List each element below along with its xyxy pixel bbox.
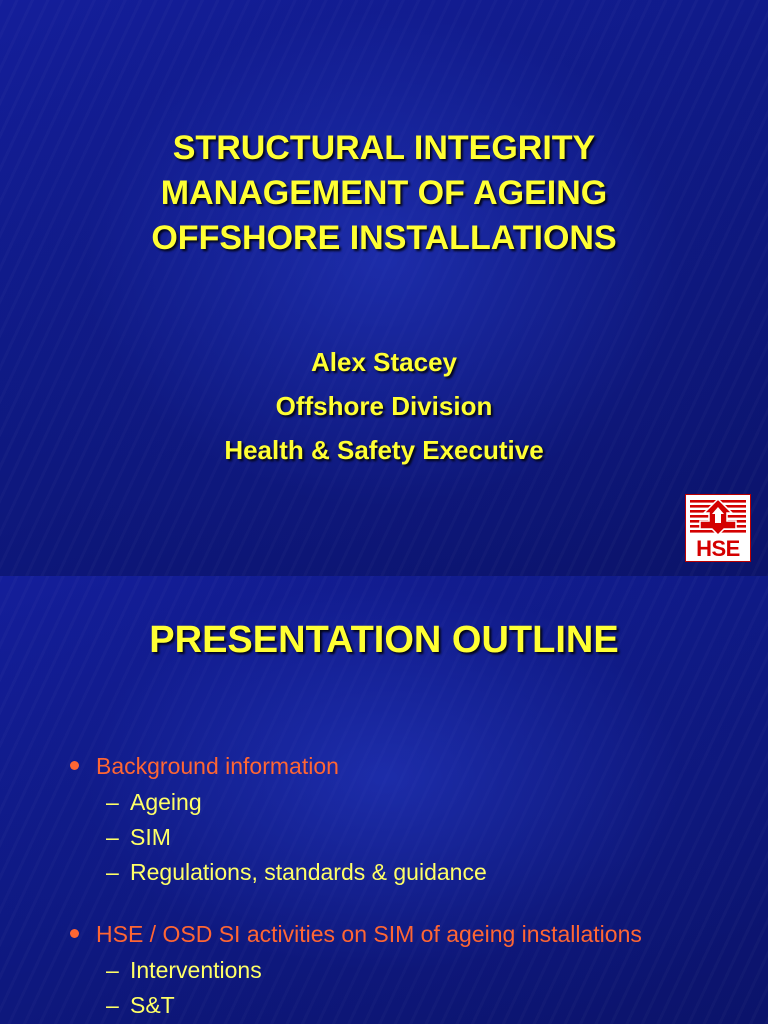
title-line-3: OFFSHORE INSTALLATIONS: [151, 219, 617, 257]
dash-icon: –: [106, 789, 119, 815]
sub-item-label: Regulations, standards & guidance: [130, 859, 487, 885]
dash-icon: –: [106, 824, 119, 850]
dash-icon: –: [106, 992, 119, 1018]
sub-item-label: SIM: [130, 824, 171, 850]
bullet-dot-icon: [70, 929, 79, 938]
author-name: Alex Stacey: [311, 347, 457, 377]
sub-list-item: [106, 788, 202, 816]
author-organisation: Health & Safety Executive: [224, 435, 544, 465]
outline-title: PRESENTATION OUTLINE: [149, 619, 619, 661]
sub-item-label: Ageing: [130, 789, 202, 815]
sub-list-item: [106, 956, 262, 984]
sub-list-item: [106, 991, 175, 1019]
hse-logo-text: HSE: [696, 536, 740, 561]
sub-item-label: Interventions: [130, 957, 262, 983]
author-block: [0, 340, 768, 472]
bullet-dot-icon: [70, 761, 79, 770]
author-division: Offshore Division: [275, 391, 493, 421]
title-line-2: MANAGEMENT OF AGEING: [160, 174, 608, 212]
bullet-label: Background information: [96, 753, 339, 779]
sub-list-item: [106, 858, 487, 886]
list-item: [70, 920, 642, 948]
dash-icon: –: [106, 859, 119, 885]
list-item: [70, 752, 339, 780]
title-line-1: STRUCTURAL INTEGRITY: [172, 129, 596, 167]
hse-emblem-icon: [686, 495, 750, 539]
presentation-title: [0, 126, 768, 261]
dash-icon: –: [106, 957, 119, 983]
sub-item-label: S&T: [130, 992, 175, 1018]
bullet-label: HSE / OSD SI activities on SIM of ageing installations: [96, 921, 642, 947]
outline-slide: [0, 576, 768, 1024]
hse-logo: [685, 494, 751, 562]
sub-list-item: [106, 823, 171, 851]
